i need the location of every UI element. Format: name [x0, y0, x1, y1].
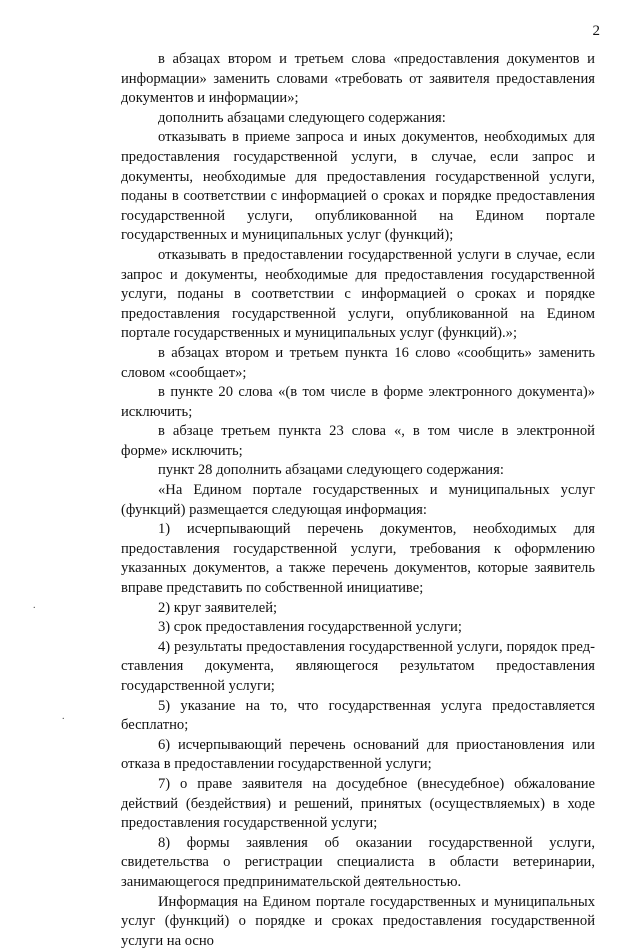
document-body	[121, 50, 595, 951]
page-number: 2	[592, 23, 600, 39]
paragraph-9: «На Едином портале государственных и муниципальных услуг (функций) размещается следующая информация:	[121, 482, 595, 518]
paragraph-6: в пункте 20 слова «(в том числе в форме электронного документа)» исключить;	[121, 384, 595, 420]
paragraph-2: дополнить абзацами следующего содержания:	[158, 109, 446, 126]
margin-dot: .	[62, 711, 65, 722]
paragraph-final: Информация на Едином портале государственных и муниципальных услуг (функций) о порядке и сроках предоставления государственной услуги на осно	[121, 893, 595, 949]
list-item-4: 4) результаты предоставления государственной услуги, порядок представления документа, являющегося результатом предоставления государственной услуги;	[121, 638, 595, 694]
list-item-3: 3) срок предоставления государственной услуги;	[158, 619, 462, 636]
paragraph-3: отказывать в приеме запроса и иных документов, необходимых для предоставления государственной услуги, в случае, если запрос и документы, необходимые для предоставления государственной услуги, поданы в соответствии с информацией о сроках и порядке предоставления государственной услуги, опубликованной на Едином портале государственных и муниципальных услуг (функций);	[121, 129, 595, 244]
paragraph-1: в абзацах втором и третьем слова «предоставления документов и информации» заменить словами «требовать от заявителя предоставления документов и информации»;	[121, 51, 595, 107]
paragraph-5: в абзацах втором и третьем пункта 16 слово «сообщить» заменить словом «сообщает»;	[121, 344, 595, 381]
paragraph-4: отказывать в предоставлении государственной услуги в случае, если запрос и документы, необходимые для предоставления государственной услуги, поданы в соответствии с информацией о сроках и порядке предоставления государственной услуги, опубликованной на Едином портале государственных и муниципальных услуг (функций).»;	[121, 246, 595, 342]
list-item-5: 5) указание на то, что государственная услуга предоставляется бесплатно;	[121, 697, 595, 734]
list-item-1: 1) исчерпывающий перечень документов, необходимых для предоставления государственной услуги, требования к оформлению указанных документов, а также перечень документов, которые заявитель вправе представить по собственной инициативе;	[121, 521, 595, 597]
margin-dot: .	[33, 600, 36, 611]
list-item-8: 8) формы заявления об оказании государственной услуги, свидетельства о регистрации специалиста в области ветеринарии, занимающегося предпринимательской деятельностью.	[121, 834, 595, 890]
list-item-7: 7) о праве заявителя на досудебное (внесудебное) обжалование действий (бездействия) и решений, принятых (осуществляемых) в ходе предоставления государственной услуги;	[121, 775, 595, 832]
list-item-2: 2) круг заявителей;	[158, 599, 278, 616]
list-item-6: 6) исчерпывающий перечень оснований для приостановления или отказа в предоставлении государственной услуги;	[121, 736, 595, 773]
paragraph-8: пункт 28 дополнить абзацами следующего содержания:	[158, 462, 504, 479]
paragraph-7: в абзаце третьем пункта 23 слова «, в том числе в электронной форме» исключить;	[121, 423, 595, 459]
